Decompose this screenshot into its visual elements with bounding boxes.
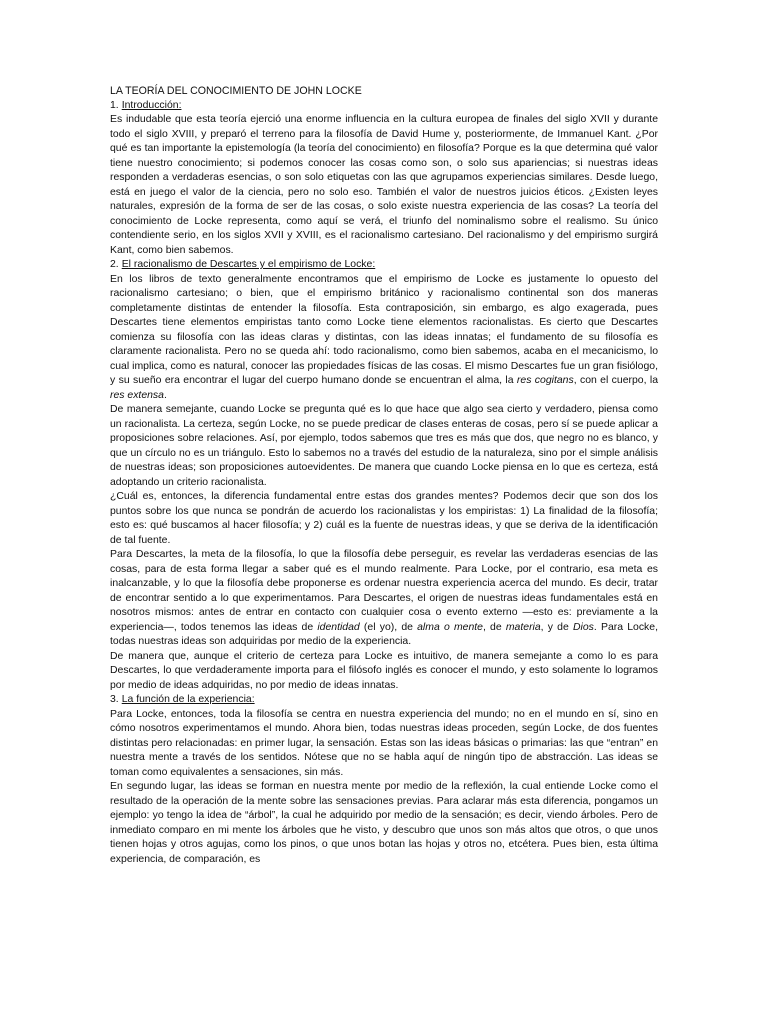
section-heading-3 bbox=[110, 693, 658, 708]
paragraph bbox=[110, 548, 658, 650]
section-heading-2 bbox=[110, 258, 658, 273]
paragraph: Para Locke, entonces, toda la filosofía se centra en nuestra experiencia del mundo; no en el mundo en sí, sino en cómo nosotros experimentamos el mundo. Ahora bien, todas nuestras ideas proceden, según Locke, de dos fuentes distintas pero relacionadas: en primer lugar, la sensación. Estas son las ideas básicas o primarias: las que “entran” en nuestra mente a través de los sentidos. Nótese que no se habla aquí de ningún tipo de abstracción. Las ideas se toman como equivalentes a sensaciones, sin más. bbox=[110, 708, 658, 778]
paragraph: Es indudable que esta teoría ejerció una enorme influencia en la cultura europea de finales del siglo XVII y durante todo el siglo XVIII, y preparó el terreno para la filosofía de David Hume y, posteriormente, de Immanuel Kant. ¿Por qué es tan importante la epistemología (la teoría del conocimiento) en filosofía? Porque es la que determina qué valor tiene nuestro conocimiento; si podemos conocer las cosas como son, o solo sus apariencias; si nuestras ideas responden a verdaderas esencias, o son solo etiquetas con las que agrupamos experiencias similares. Desde luego, está en juego el valor de la ciencia, pero no solo eso. También el valor de nuestros juicios éticos. ¿Existen leyes naturales, expresión de la forma de ser de las cosas, o solo existe nuestra experiencia de las cosas? La teoría del conocimiento de Locke representa, como aquí se verá, el triunfo del nominalismo sobre el realismo. Su único contendiente serio, en los siglos XVII y XVIII, es el racionalismo cartesiano. Del racionalismo y del empirismo surgirá Kant, como bien sabemos. bbox=[110, 114, 658, 256]
italic-term: Dios bbox=[573, 621, 594, 633]
section-number: 3. bbox=[110, 694, 119, 705]
section-number: 2. bbox=[110, 259, 119, 270]
text-run: (el yo), de bbox=[359, 621, 418, 633]
text-run: , y de bbox=[540, 621, 573, 633]
italic-term: materia bbox=[505, 621, 541, 633]
section-title: La función de la experiencia: bbox=[121, 694, 255, 705]
section-number: 1. bbox=[110, 99, 119, 111]
italic-term: identidad bbox=[317, 621, 360, 633]
text-run: En los libros de texto generalmente encontramos que el empirismo de Locke es justamente lo opuesto del racionalismo cartesiano; o bien, que el empirismo británico y racionalismo continental son dos maneras completamente distintas de entender la filosofía. Esta contraposición, sin embargo, es algo exagerada, pues Descartes tiene elementos empiristas tanto como Locke tiene elementos racionalistas. Es cierto que Descartes comienza su filosofía con las ideas claras y distintas, con las ideas innatas; el fundamento de su filosofía es claramente racionalista. Pero no se queda ahí: todo racionalismo, como bien sabemos, acaba en el mecanicismo, lo cual implica, como es natural, conocer las propiedades físicas de las cosas. El mismo Descartes fue un gran fisiólogo, y su sueño era encontrar el lugar del cuerpo humano donde se encuentran el alma, la bbox=[110, 273, 658, 386]
paragraph: En segundo lugar, las ideas se forman en nuestra mente por medio de la reflexión, la cual entiende Locke como el resultado de la operación de la mente sobre las sensaciones previas. Para aclarar más esta diferencia, pongamos un ejemplo: yo tengo la idea de “árbol”, la cual he adquirido por medio de la sensación; es decir, viendo árboles. Pero de inmediato comparo en mi mente los árboles que he visto, y descubro que unos son más altos que otros, o que unos tienen hojas y otros agujas, como los pinos, o que unos botan las hojas y otros no, etcétera. Pues bien, esta última experiencia, de comparación, es bbox=[110, 781, 658, 865]
document-page bbox=[110, 84, 658, 867]
italic-term: res cogitans bbox=[516, 375, 574, 386]
text-run: . Para Locke, todas nuestras ideas son adquiridas por medio de la experiencia. bbox=[110, 621, 658, 647]
italic-term: res extensa bbox=[110, 389, 164, 401]
document-title: LA TEORÍA DEL CONOCIMIENTO DE JOHN LOCKE bbox=[110, 85, 362, 97]
italic-term: alma o mente bbox=[417, 621, 483, 633]
paragraph: ¿Cuál es, entonces, la diferencia fundamental entre estas dos grandes mentes? Podemos decir que son dos los puntos sobre los que nunca se pondrán de acuerdo los racionalistas y los empiristas: 1) La finalidad de la filosofía; esto es: qué buscamos al hacer filosofía; y 2) cuál es la fuente de nuestras ideas, y que se deriva de la identificación de tal fuente. bbox=[110, 491, 658, 546]
section-heading-1 bbox=[110, 99, 658, 114]
section-title: El racionalismo de Descartes y el empirismo de Locke: bbox=[121, 259, 376, 270]
section-title: Introducción: bbox=[121, 99, 182, 111]
paragraph bbox=[110, 273, 658, 404]
text-run: Para Descartes, la meta de la filosofía, lo que la filosofía debe perseguir, es revelar las verdaderas esencias de las cosas, para de esta forma llegar a saber qué es el mundo realmente. Para Locke, por el contrario, esa meta es inalcanzable, y lo que la filosofía debe proponerse es ordenar nuestra experiencia acerca del mundo. Es decir, tratar de encontrar sentido a lo que experimentamos. Para Descartes, el origen de nuestras ideas fundamentales está en nosotros mismos: antes de entrar en contacto con cualquier cosa o evento externo —esto es: previamente a la experiencia—, todos tenemos las ideas de bbox=[110, 549, 658, 633]
text-run: , de bbox=[482, 621, 506, 633]
paragraph: De manera semejante, cuando Locke se pregunta qué es lo que hace que algo sea cierto y verdadero, piensa como un racionalista. La certeza, según Locke, no se puede predicar de clases enteras de cosas, pero sí se puede aplicar a proposiciones sobre relaciones. Así, por ejemplo, todos sabemos que tres es más que dos, que negro no es blanco, y que un círculo no es un triángulo. Esto lo sabemos no a través del estudio de la naturaleza, sino por el simple análisis de nuestras ideas; son proposiciones autoevidentes. De manera que cuando Locke piensa en lo que es certeza, está adoptando un criterio racionalista. bbox=[110, 404, 658, 488]
paragraph: De manera que, aunque el criterio de certeza para Locke es intuitivo, de manera semejante a como lo es para Descartes, lo que verdaderamente importa para el filósofo inglés es conocer el mundo, y esto solamente lo logramos por medio de ideas adquiridas, no por medio de ideas innatas. bbox=[110, 650, 658, 691]
text-run: . bbox=[163, 389, 167, 401]
text-run: , con el cuerpo, la bbox=[573, 375, 659, 386]
